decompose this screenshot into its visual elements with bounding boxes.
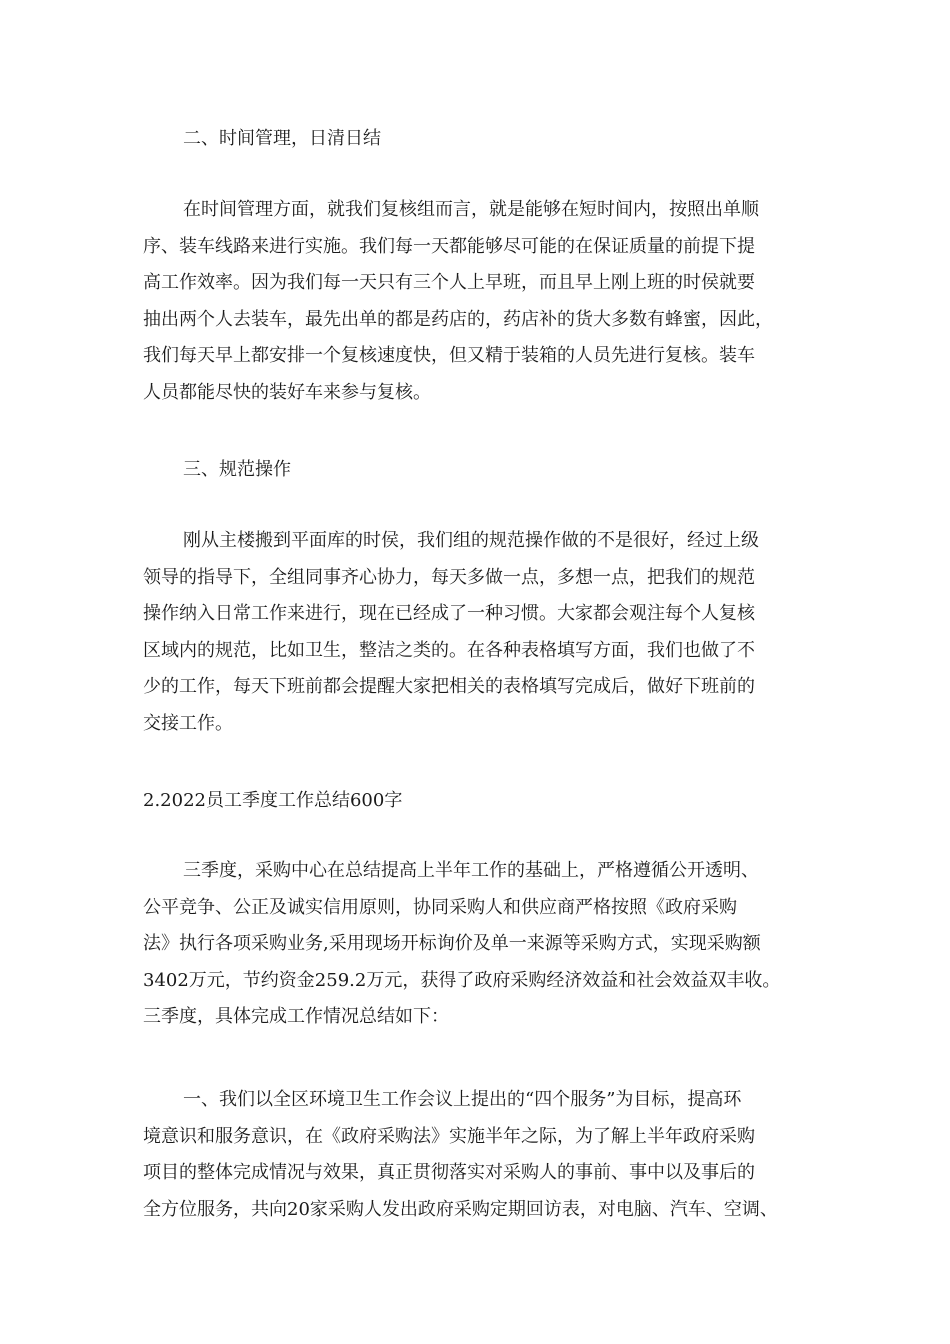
paragraph-line: 操作纳入日常工作来进行，现在已经成了一种习惯。大家都会观注每个人复核 — [143, 603, 755, 624]
paragraph-service-goals — [143, 1082, 823, 1228]
paragraph-line: 在时间管理方面，就我们复核组而言，就是能够在短时间内，按照出单顺 — [183, 199, 759, 220]
paragraph-line: 三季度，具体完成工作情况总结如下： — [143, 1006, 449, 1027]
paragraph-line: 区域内的规范，比如卫生，整洁之类的。在各种表格填写方面，我们也做了不 — [143, 639, 755, 661]
document-subtitle: 2.2022员工季度工作总结600字 — [143, 790, 403, 811]
paragraph-line: 高工作效率。因为我们每一天只有三个人上早班，而且早上刚上班的时侯就要 — [143, 272, 755, 293]
paragraph-line: 我们每天早上都安排一个复核速度快，但又精于装箱的人员先进行复核。装车 — [143, 345, 755, 366]
paragraph-line: 公平竞争、公正及诚实信用原则，协同采购人和供应商严格按照《政府采购 — [143, 896, 737, 918]
paragraph-line: 三季度，采购中心在总结提高上半年工作的基础上，严格遵循公开透明、 — [183, 860, 759, 881]
paragraph-time-management — [143, 192, 823, 411]
paragraph-line: 人员都能尽快的装好车来参与复核。 — [143, 381, 431, 403]
section-heading-time-management: 二、时间管理，日清日结 — [183, 128, 381, 149]
paragraph-line: 法》执行各项采购业务,采用现场开标询价及单一来源等采购方式，实现采购额 — [143, 933, 761, 954]
paragraph-line: 交接工作。 — [143, 712, 233, 734]
paragraph-line: 序、装车线路来进行实施。我们每一天都能够尽可能的在保证质量的前提下提 — [143, 235, 755, 257]
paragraph-q3-summary — [143, 853, 823, 1036]
paragraph-line: 全方位服务，共向20家采购人发出政府采购定期回访表，对电脑、汽车、空调、 — [143, 1198, 778, 1220]
paragraph-line: 抽出两个人去装车，最先出单的都是药店的，药店补的货大多数有蜂蜜，因此， — [143, 308, 773, 330]
paragraph-line: 刚从主楼搬到平面库的时侯，我们组的规范操作做的不是很好，经过上级 — [183, 530, 759, 551]
paragraph-line: 一、我们以全区环境卫生工作会议上提出的“四个服务”为目标，提高环 — [183, 1089, 742, 1110]
paragraph-line: 境意识和服务意识，在《政府采购法》实施半年之际，为了解上半年政府采购 — [143, 1125, 755, 1147]
paragraph-line: 项目的整体完成情况与效果，真正贯彻落实对采购人的事前、事中以及事后的 — [143, 1162, 755, 1183]
paragraph-line: 少的工作，每天下班前都会提醒大家把相关的表格填写完成后，做好下班前的 — [143, 676, 755, 697]
paragraph-standard-operations — [143, 523, 823, 742]
paragraph-line: 3402万元，节约资金259.2万元，获得了政府采购经济效益和社会效益双丰收。 — [143, 969, 781, 991]
section-heading-standard-operations: 三、规范操作 — [183, 459, 291, 480]
paragraph-line: 领导的指导下，全组同事齐心协力，每天多做一点，多想一点，把我们的规范 — [143, 566, 755, 588]
